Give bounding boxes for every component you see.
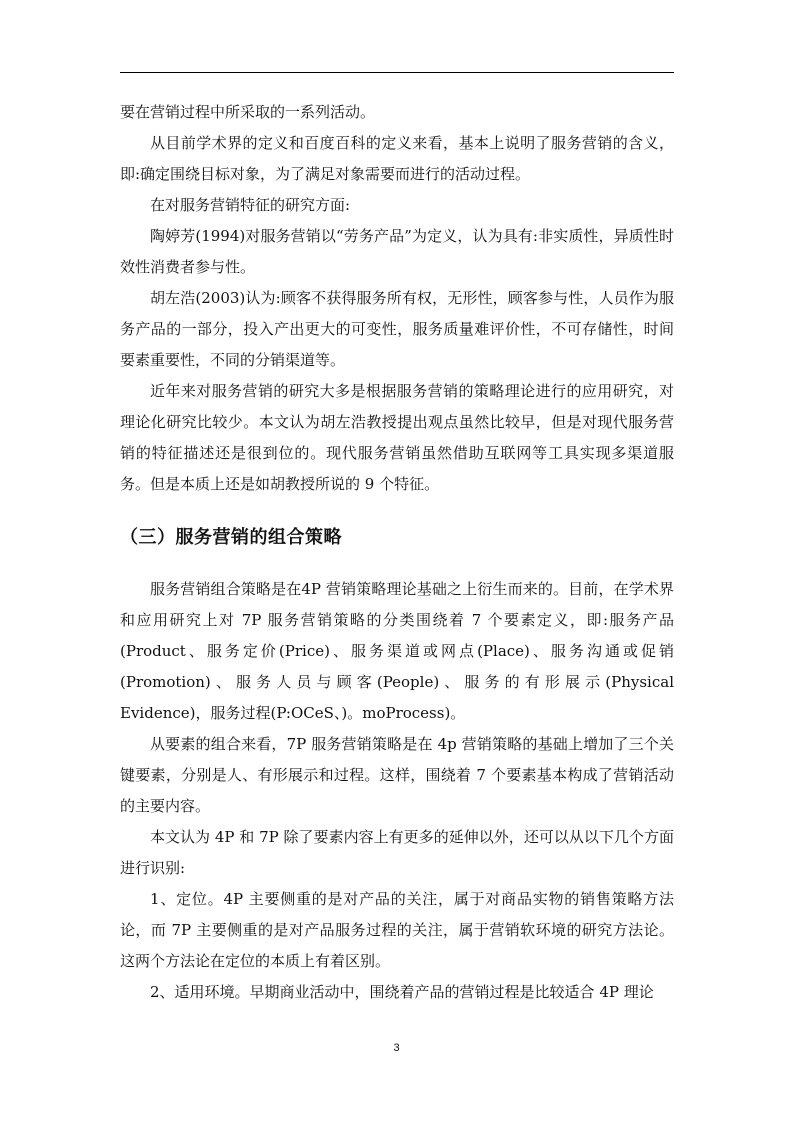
paragraph: 1、定位。4P 主要侧重的是对产品的关注，属于对商品实物的销售策略方法论，而 7P 主要侧重的是对产品服务过程的关注，属于营销软环境的研究方法论。这两个方法论在定位的本质上有着区别。: [120, 890, 674, 970]
paragraph: 2、适用环境。早期商业活动中，围绕着产品的营销过程是比较适合 4P 理论: [150, 983, 654, 1001]
paragraph-group-top: [120, 97, 674, 500]
paragraph-group-bottom: [120, 574, 674, 1008]
paragraph: 从目前学术界的定义和百度百科的定义来看，基本上说明了服务营销的含义，即:确定围绕目标对象，为了满足对象需要而进行的活动过程。: [120, 134, 674, 183]
paragraph: 服务营销组合策略是在4P 营销策略理论基础之上衍生而来的。目前，在学术界和应用研究上对 7P 服务营销策略的分类围绕着 7 个要素定义，即:服务产品(Product、服务定价(Price)、服务渠道或网点(Place)、服务沟通或促销(Promotion)、服务人员与顾客(People)、服务的有形展示(Physical Evidence)，服务过程(P:OCeS、)。moProcess)。: [120, 580, 674, 722]
paragraph: 在对服务营销特征的研究方面:: [150, 196, 351, 214]
paragraph: 陶婷芳(1994)对服务营销以“劳务产品”为定义，认为具有:非实质性，异质性时效性消费者参与性。: [120, 227, 674, 276]
paragraph: 近年来对服务营销的研究大多是根据服务营销的策略理论进行的应用研究，对理论化研究比较少。本文认为胡左浩教授提出观点虽然比较早，但是对现代服务营销的特征描述还是很到位的。现代服务营销虽然借助互联网等工具实现多渠道服务。但是本质上还是如胡教授所说的 9 个特征。: [120, 382, 674, 493]
paragraph: 从要素的组合来看，7P 服务营销策略是在 4p 营销策略的基础上增加了三个关键要素，分别是人、有形展示和过程。这样，围绕着 7 个要素基本构成了营销活动的主要内容。: [120, 735, 674, 815]
paragraph: 本文认为 4P 和 7P 除了要素内容上有更多的延伸以外，还可以从以下几个方面进行识别:: [120, 828, 674, 877]
page-number: 3: [393, 1042, 400, 1054]
header-rule: [120, 72, 674, 73]
document-body: [120, 97, 674, 1008]
section-heading: （三）服务营销的组合策略: [120, 527, 342, 548]
paragraph: 胡左浩(2003)认为:顾客不获得服务所有权，无形性，顾客参与性，人员作为服务产品的一部分，投入产出更大的可变性，服务质量难评价性，不可存储性，时间要素重要性，不同的分销渠道等。: [120, 289, 674, 369]
paragraph: 要在营销过程中所采取的一系列活动。: [120, 103, 376, 121]
